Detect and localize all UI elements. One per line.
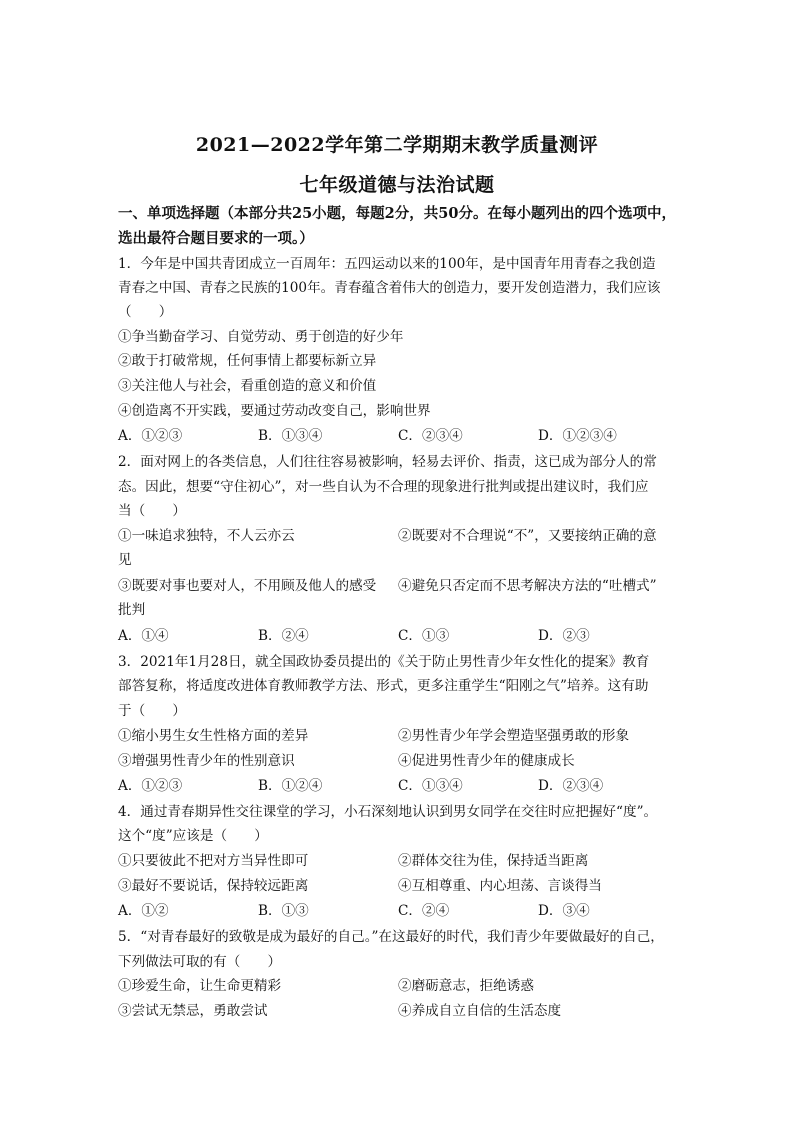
question-2-item: ②既要对不合理说“不”，又要接纳正确的意 xyxy=(398,528,657,544)
question-4-item: ④互相尊重、内心坦荡、言谈得当 xyxy=(398,878,602,894)
question-2-item: ①一味追求独特，不人云亦云 xyxy=(118,528,295,544)
question-5-stem: 5．“对青春最好的致敬是成为最好的自己。”在这最好的时代，我们青少年要做最好的自己， xyxy=(118,929,664,945)
section-heading: 一、单项选择题（本部分共25小题，每题2分，共50分。在每小题列出的四个选项中， xyxy=(118,205,676,222)
question-3-option-d[interactable]: D．②③④ xyxy=(538,778,604,794)
question-4-item: ③最好不要说话，保持较远距离 xyxy=(118,878,309,894)
question-3-item: ①缩小男生女生性格方面的差异 xyxy=(118,728,309,744)
question-1-item: ④创造离不开实践，要通过劳动改变自己，影响世界 xyxy=(118,403,431,419)
question-1-option-a[interactable]: A．①②③ xyxy=(118,428,183,444)
question-5-item: ③尝试无禁忌，勇敢尝试 xyxy=(118,1003,268,1019)
page-subtitle: 七年级道德与法治试题 xyxy=(299,174,495,196)
question-4-option-c[interactable]: C．②④ xyxy=(398,903,450,919)
question-4-option-a[interactable]: A．①② xyxy=(118,903,169,919)
question-2-option-d[interactable]: D．②③ xyxy=(538,628,590,644)
page-title: 2021—2022学年第二学期期末教学质量测评 xyxy=(195,134,599,156)
question-1-item: ②敢于打破常规，任何事情上都要标新立异 xyxy=(118,353,377,369)
question-3-stem: 部答复称，将适度改进体育教师教学方法、形式，更多注重学生“阳刚之气”培养。这有助 xyxy=(118,678,649,694)
question-3-stem: 3．2021年1月28日，就全国政协委员提出的《关于防止男性青少年女性化的提案》教育 xyxy=(118,654,650,670)
question-2-item: ④避免只否定而不思考解决方法的“吐槽式” xyxy=(398,578,657,594)
question-1-stem: 青春之中国、青春之民族的100年。青春蕴含着伟大的创造力，要开发创造潜力，我们应该 xyxy=(118,280,661,296)
question-1-option-b[interactable]: B．①③④ xyxy=(258,428,323,444)
question-4-item: ①只要彼此不把对方当异性即可 xyxy=(118,853,309,869)
question-1-stem: 1．今年是中国共青团成立一百周年：五四运动以来的100年，是中国青年用青春之我创造 xyxy=(118,256,656,272)
question-3-option-b[interactable]: B．①②④ xyxy=(258,778,323,794)
question-1-option-c[interactable]: C．②③④ xyxy=(398,428,463,444)
section-heading-cont: 选出最符合题目要求的一项。） xyxy=(118,230,314,247)
question-2-option-b[interactable]: B．②④ xyxy=(258,628,309,644)
question-3-item: ②男性青少年学会塑造坚强勇敢的形象 xyxy=(398,728,630,744)
question-3-option-c[interactable]: C．①③④ xyxy=(398,778,463,794)
question-2-stem: 当（ ） xyxy=(118,503,186,519)
question-1-stem: （ ） xyxy=(118,304,173,320)
question-1-item: ①争当勤奋学习、自觉劳动、勇于创造的好少年 xyxy=(118,329,404,345)
question-2-option-a[interactable]: A．①④ xyxy=(118,628,169,644)
question-5-item: ①珍爱生命，让生命更精彩 xyxy=(118,978,282,994)
question-3-stem: 于（ ） xyxy=(118,703,186,719)
question-1-item: ③关注他人与社会，看重创造的意义和价值 xyxy=(118,378,377,394)
question-2-item-cont: 见 xyxy=(118,552,132,568)
question-4-option-b[interactable]: B．①③ xyxy=(258,903,309,919)
question-2-option-c[interactable]: C．①③ xyxy=(398,628,450,644)
question-2-stem: 2．面对网上的各类信息，人们往往容易被影响，轻易去评价、指责，这已成为部分人的常 xyxy=(118,454,657,470)
question-2-item-cont: 批判 xyxy=(118,602,146,618)
question-5-stem: 下列做法可取的有（ ） xyxy=(118,954,282,970)
question-3-item: ③增强男性青少年的性别意识 xyxy=(118,753,295,769)
question-5-item: ②磨砺意志，拒绝诱惑 xyxy=(398,978,534,994)
question-3-option-a[interactable]: A．①②③ xyxy=(118,778,183,794)
question-4-stem: 这个“度”应该是（ ） xyxy=(118,828,268,844)
question-1-option-d[interactable]: D．①②③④ xyxy=(538,428,617,444)
question-4-option-d[interactable]: D．③④ xyxy=(538,903,590,919)
question-3-item: ④促进男性青少年的健康成长 xyxy=(398,753,575,769)
question-5-item: ④养成自立自信的生活态度 xyxy=(398,1003,562,1019)
question-2-item: ③既要对事也要对人，不用顾及他人的感受 xyxy=(118,578,377,594)
question-2-stem: 态。因此，想要“守住初心”，对一些自认为不合理的现象进行批判或提出建议时，我们应 xyxy=(118,479,649,495)
question-4-stem: 4．通过青春期异性交往课堂的学习，小石深刻地认识到男女同学在交往时应把握好“度”。 xyxy=(118,804,658,820)
question-4-item: ②群体交往为佳，保持适当距离 xyxy=(398,853,589,869)
